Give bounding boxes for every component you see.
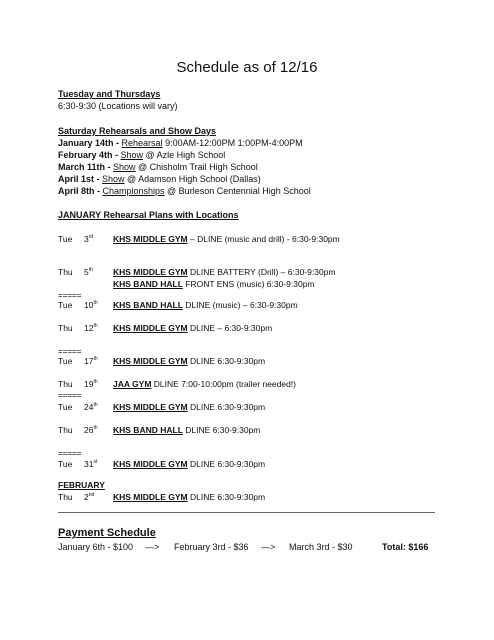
payment-total: Total: $166 — [382, 542, 429, 552]
row-day: Thu — [58, 323, 73, 333]
row-day: Tue — [58, 459, 73, 469]
row-date: 2nd — [84, 492, 95, 502]
row-location: KHS MIDDLE GYM DLINE – 6:30-9:30pm — [113, 323, 273, 333]
row-date: 26th — [84, 425, 98, 435]
row-date: 31st — [84, 459, 98, 469]
separator: ===== — [58, 449, 82, 458]
row-date: 5th — [84, 267, 93, 277]
row-location: KHS BAND HALL FRONT ENS (music) 6:30-9:30pm — [113, 279, 315, 289]
divider — [58, 512, 435, 513]
tuesday-text: 6:30-9:30 (Locations will vary) — [58, 101, 178, 111]
row-day: Tue — [58, 356, 73, 366]
row-day: Thu — [58, 267, 73, 277]
row-date: 10th — [84, 300, 98, 310]
saturday-item: January 14th - Rehearsal 9:00AM-12:00PM 1:00PM-4:00PM — [58, 138, 303, 148]
separator: ===== — [58, 347, 82, 356]
row-location: KHS BAND HALL DLINE 6:30-9:30pm — [113, 425, 261, 435]
saturday-heading: Saturday Rehearsals and Show Days — [58, 126, 217, 136]
row-day: Thu — [58, 492, 73, 502]
arrow-icon: —> — [145, 542, 160, 552]
row-date: 17th — [84, 356, 98, 366]
row-location: KHS MIDDLE GYM DLINE 6:30-9:30pm — [113, 402, 266, 412]
page-title: Schedule as of 12/16 — [176, 59, 318, 76]
tuesday-heading: Tuesday and Thursdays — [58, 89, 161, 99]
row-location: KHS BAND HALL DLINE (music) – 6:30-9:30pm — [113, 300, 298, 310]
row-location: KHS MIDDLE GYM DLINE BATTERY (Drill) – 6:30-9:30pm — [113, 267, 336, 277]
payment-heading: Payment Schedule — [58, 527, 156, 539]
saturday-item: February 4th - Show @ Azle High School — [58, 150, 226, 160]
row-date: 24th — [84, 402, 98, 412]
row-date: 12th — [84, 323, 98, 333]
separator: ===== — [58, 391, 82, 400]
arrow-icon: —> — [261, 542, 276, 552]
row-location: KHS MIDDLE GYM DLINE 6:30-9:30pm — [113, 459, 266, 469]
row-day: Tue — [58, 300, 73, 310]
payment-item: January 6th - $100 — [58, 542, 134, 552]
row-day: Thu — [58, 425, 73, 435]
row-location: KHS MIDDLE GYM – DLINE (music and drill) - 6:30-9:30pm — [113, 234, 340, 244]
row-date: 19th — [84, 379, 98, 389]
february-heading: FEBRUARY — [58, 480, 105, 490]
row-day: Tue — [58, 402, 73, 412]
row-location: KHS MIDDLE GYM DLINE 6:30-9:30pm — [113, 492, 266, 502]
payment-item: March 3rd - $30 — [289, 542, 353, 552]
payment-item: February 3rd - $36 — [174, 542, 249, 552]
saturday-item: April 8th - Championships @ Burleson Centennial High School — [58, 186, 311, 196]
row-day: Tue — [58, 234, 73, 244]
saturday-item: March 11th - Show @ Chisholm Trail High School — [58, 162, 258, 172]
row-location: KHS MIDDLE GYM DLINE 6:30-9:30pm — [113, 356, 266, 366]
january-heading: JANUARY Rehearsal Plans with Locations — [58, 210, 239, 220]
row-location: JAA GYM DLINE 7:00-10:00pm (trailer needed!) — [113, 379, 296, 389]
saturday-item: April 1st - Show @ Adamson High School (Dallas) — [58, 174, 261, 184]
row-day: Thu — [58, 379, 73, 389]
separator: ===== — [58, 291, 82, 300]
row-date: 3rd — [84, 234, 94, 244]
